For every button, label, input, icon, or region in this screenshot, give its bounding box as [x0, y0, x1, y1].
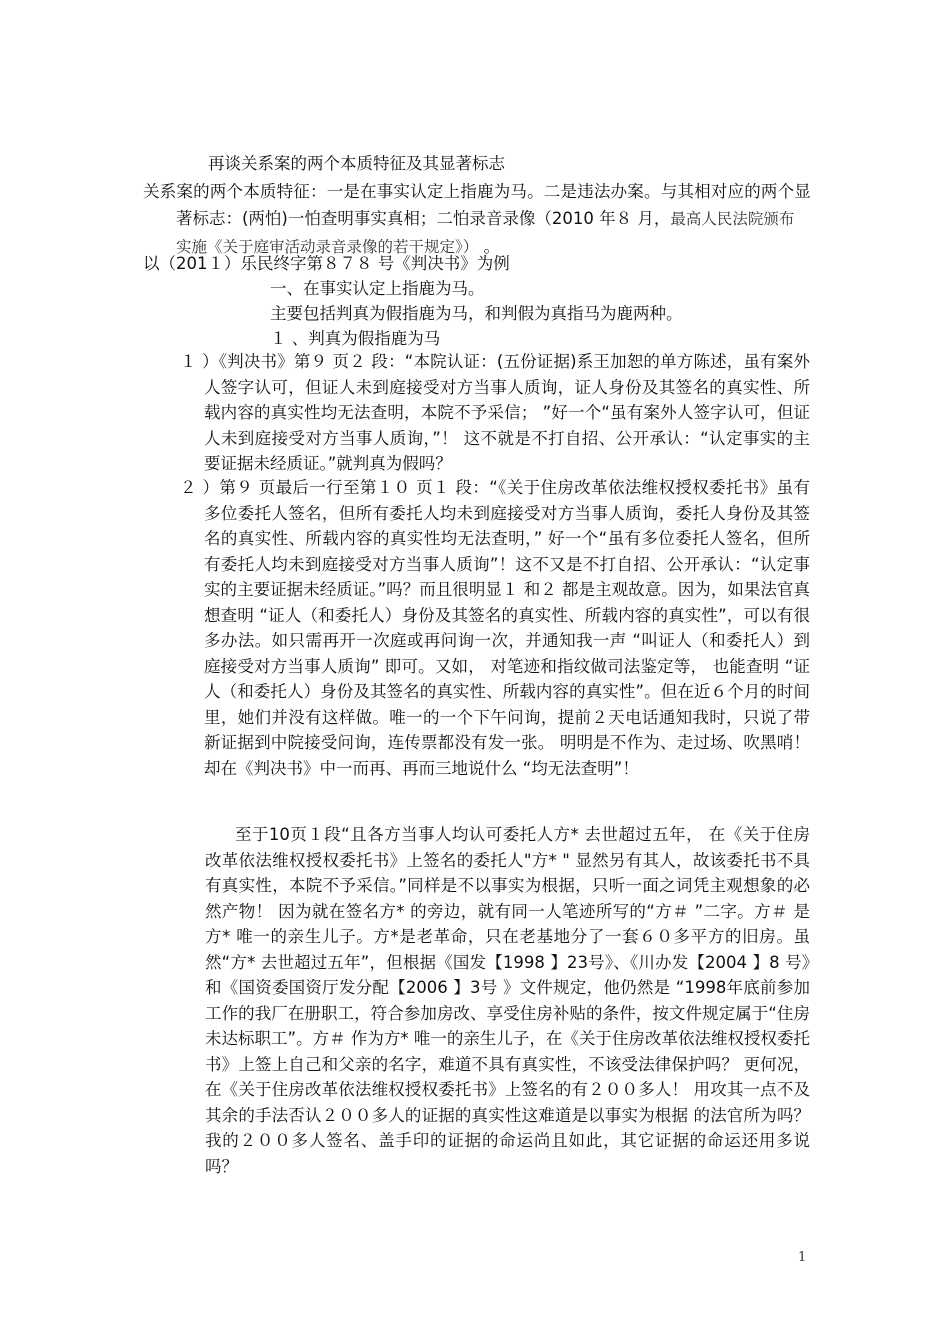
paragraph-2-text: ２ ）第９ 页最后一行至第１０ 页１ 段：“《关于住房改革依法维权授权委托书》虽有多位委托人签名，但所有委托人均未到庭接受对方当事人质询，委托人身份及其签名的真实性、所载内容的真实性均无法查明，” 好一个“虽有多位委托人签名，但所有委托人均未到庭接受对方当事人质询”！这不又是不打自招、公开承认：“认定事实的主要证据未经质证。”吗？而且很明显１ 和２ 都是主观故意。因为，如果法官真想查明 “证人（和委托人）身份及其签名的真实性、所载内容的真实性”，可以有很多办法。如只需再开一次庭或再问询一次，并通知我一声 “叫证人（和委托人）到庭接受对方当事人质询” 即可。又如， 对笔迹和指纹做司法鉴定等， 也能查明 “证人（和委托人）身份及其签名的真实性、所载内容的真实性”。但在近６个月的时间里，她们并没有这样做。唯一的一个下午问询，提前２天电话通知我时，只说了带新证据到中院接受问询，连传票都没有发一张。 明明是不作为、走过场、吹黑哨！却在《判决书》中一而再、再而三地说什么 “均无法查明”！ — [180, 478, 810, 778]
paragraph-3: 至于10页１段“且各方当事人均认可委托人方* 去世超过五年， 在《关于住房改革依法维权授权委托书》上签名的委托人"方* " 显然另有其人，故该委托书不具有真实性，本院不予采信。”同样是不以事实为根据，只听一面之词凭主观想象的必然产物！ 因为就在签名方* 的旁边，就有同一人笔迹所写的“方＃ ”二字。方＃ 是方* 唯一的亲生儿子。方*是老革命，只在老基地分了一套６０多平方的旧房。虽然“方* 去世超过五年”，但根据《国发【1998 】23号》、《川办发【2004 】8 号》和《国资委国资厅发分配【2006 】3号 》文件规定，他仍然是 “1998年底前参加工作的我厂在册职工，符合参加房改、享受住房补贴的条件，按文件规定属于“住房未达标职工”。方＃ 作为方* 唯一的亲生儿子，在《关于住房改革依法维权授权委托书》上签上自己和父亲的名字，难道不具有真实性，不该受法律保护吗？ 更何况，在《关于住房改革依法维权授权委托书》上签名的有２００多人！ 用攻其一点不及其余的手法否认２００多人的证据的真实性这难道是以事实为根据 的法官所为吗？ 我的２００多人签名、盖手印的证据的命运尚且如此，其它证据的命运还用多说吗？ — [205, 825, 810, 1176]
subsection-heading: １ 、判真为假指鹿为马 — [270, 329, 441, 348]
intro-line-2-serif: 最高人民法院颁布 — [670, 210, 795, 228]
case-reference: 以（201１）乐民终字第８７８ 号《判决书》为例 — [143, 254, 510, 273]
section-summary: 主要包括判真为假指鹿为马，和判假为真指马为鹿两种。 — [270, 304, 683, 323]
document-title: 再谈关系案的两个本质特征及其显著标志 — [208, 154, 505, 173]
intro-line-1: 关系案的两个本质特征：一是在事实认定上指鹿为马。二是违法办案。与其相对应的两个显 — [143, 182, 811, 201]
paragraph-1-text: １ ）《判决书》第９ 页２ 段：“本院认证：(五份证据)系王加恕的单方陈述，虽有案外人签字认可，但证人未到庭接受对方当事人质询，证人身份及其签名的真实性、所载内容的真实性均无法查明，本院不予采信； ”好一个“虽有案外人签字认可，但证人未到庭接受对方当事人质询，”！ 这不就是不打自招、公开承认：“认定事实的主要证据未经质证。”就判真为假吗？ — [180, 352, 810, 473]
intro-line-3-end: 。 — [478, 237, 501, 256]
intro-line-3-serif: 实施《关于庭审活动录音录像的若干规定》） — [176, 238, 479, 256]
intro-paragraph — [143, 178, 828, 261]
page-number: 1 — [798, 1250, 807, 1265]
intro-line-2-text: 著标志：(两怕)一怕查明事实真相；二怕录音录像（2010 年８ 月， — [176, 209, 671, 228]
intro-line-2 — [143, 205, 828, 233]
paragraph-2 — [180, 475, 810, 781]
section-heading-1: 一、在事实认定上指鹿为马。 — [270, 279, 485, 298]
paragraph-1 — [180, 349, 810, 477]
